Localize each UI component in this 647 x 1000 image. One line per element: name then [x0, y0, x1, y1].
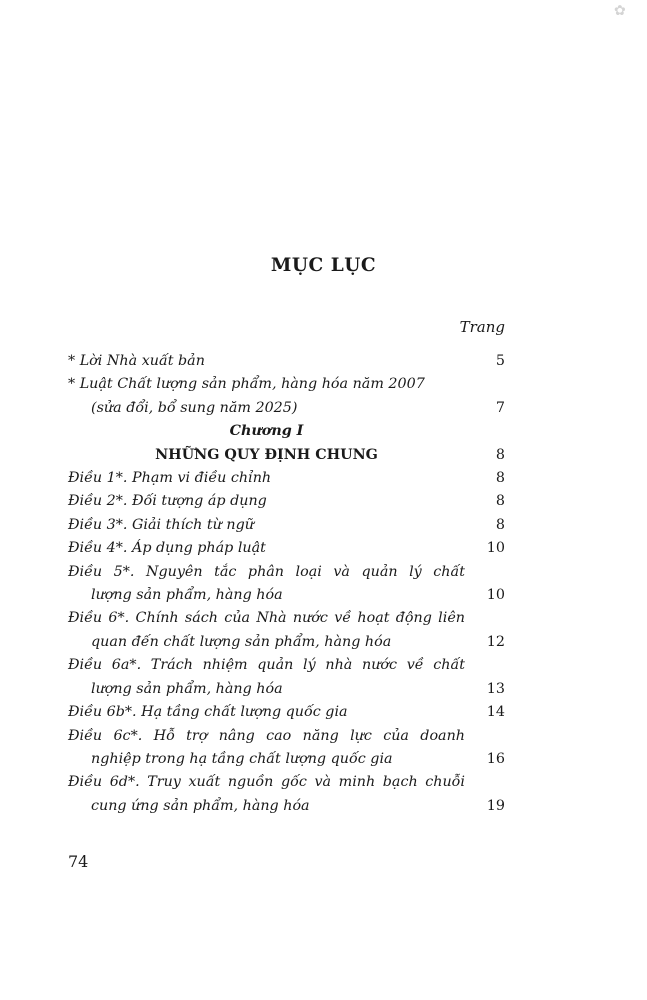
- toc-entry-page: 8: [495, 446, 505, 463]
- page-column-label: Trang: [459, 318, 505, 336]
- toc-entry-article[interactable]: [68, 654, 505, 701]
- toc-entry-text: * Lời Nhà xuất bản: [68, 353, 205, 369]
- toc-entry-text: * Luật Chất lượng sản phẩm, hàng hóa năm 2007: [68, 376, 425, 393]
- toc-entry-text: Điều 6*. Chính sách của Nhà nước về hoạt động liên: [68, 610, 465, 627]
- toc-entry-publisher-note[interactable]: [68, 350, 505, 373]
- toc-entry-chapter[interactable]: [68, 444, 505, 467]
- toc-entry-law[interactable]: [68, 373, 505, 420]
- toc-entry-text: Điều 6d*. Truy xuất nguồn gốc và minh bạch chuỗi: [68, 774, 465, 791]
- toc-entry-text-cont: (sửa đổi, bổ sung năm 2025): [91, 399, 298, 416]
- flower-icon: ✿: [614, 3, 626, 19]
- toc-entry-text: Điều 6b*. Hạ tầng chất lượng quốc gia: [68, 704, 348, 721]
- toc-entry-text: Điều 4*. Áp dụng pháp luật: [68, 540, 266, 557]
- toc-entry-article[interactable]: [68, 561, 505, 608]
- toc-entry-text-cont: quan đến chất lượng sản phẩm, hàng hóa: [91, 633, 392, 650]
- toc-entry-article[interactable]: [68, 467, 505, 490]
- toc-entry-article[interactable]: [68, 514, 505, 537]
- toc-entry-page: 8: [495, 516, 505, 533]
- toc-entry-article[interactable]: [68, 537, 505, 560]
- table-of-contents: [68, 350, 505, 818]
- toc-entry-article[interactable]: [68, 771, 505, 818]
- page-title: MỤC LỤC: [270, 255, 377, 276]
- toc-entry-page: 12: [486, 633, 505, 650]
- toc-entry-text: Điều 3*. Giải thích từ ngữ: [68, 516, 254, 533]
- toc-entry-text: Điều 5*. Nguyên tắc phân loại và quản lý chất: [68, 563, 465, 580]
- toc-entry-page: 14: [486, 704, 505, 721]
- toc-entry-text-cont: lượng sản phẩm, hàng hóa: [91, 587, 283, 604]
- toc-entry-page: 8: [495, 470, 505, 487]
- toc-entry-text: Điều 6a*. Trách nhiệm quản lý nhà nước về chất: [68, 657, 465, 674]
- chapter-label: Chương I: [229, 423, 304, 440]
- toc-entry-page: 19: [486, 797, 505, 814]
- toc-entry-text: Điều 2*. Đối tượng áp dụng: [68, 493, 267, 510]
- chapter-title: NHỮNG QUY ĐỊNH CHUNG: [155, 446, 378, 463]
- toc-entry-page: 13: [486, 680, 505, 697]
- toc-entry-text: Điều 6c*. Hỗ trợ nâng cao năng lực của doanh: [68, 727, 465, 744]
- toc-entry-text: Điều 1*. Phạm vi điều chỉnh: [68, 470, 272, 487]
- toc-entry-article[interactable]: [68, 725, 505, 772]
- toc-entry-text-cont: cung ứng sản phẩm, hàng hóa: [91, 797, 310, 814]
- toc-entry-text-cont: nghiệp trong hạ tầng chất lượng quốc gia: [91, 750, 393, 767]
- toc-entry-article[interactable]: [68, 701, 505, 724]
- toc-entry-article[interactable]: [68, 607, 505, 654]
- page-number: 74: [68, 852, 89, 871]
- toc-entry-page: 8: [495, 493, 505, 510]
- toc-entry-page: 16: [486, 750, 505, 767]
- toc-entry-article[interactable]: [68, 490, 505, 513]
- toc-entry-page: 7: [495, 399, 505, 416]
- toc-entry-page: 10: [486, 540, 505, 557]
- toc-entry-page: 5: [495, 353, 505, 369]
- toc-entry-text-cont: lượng sản phẩm, hàng hóa: [91, 680, 283, 697]
- toc-entry-page: 10: [486, 587, 505, 604]
